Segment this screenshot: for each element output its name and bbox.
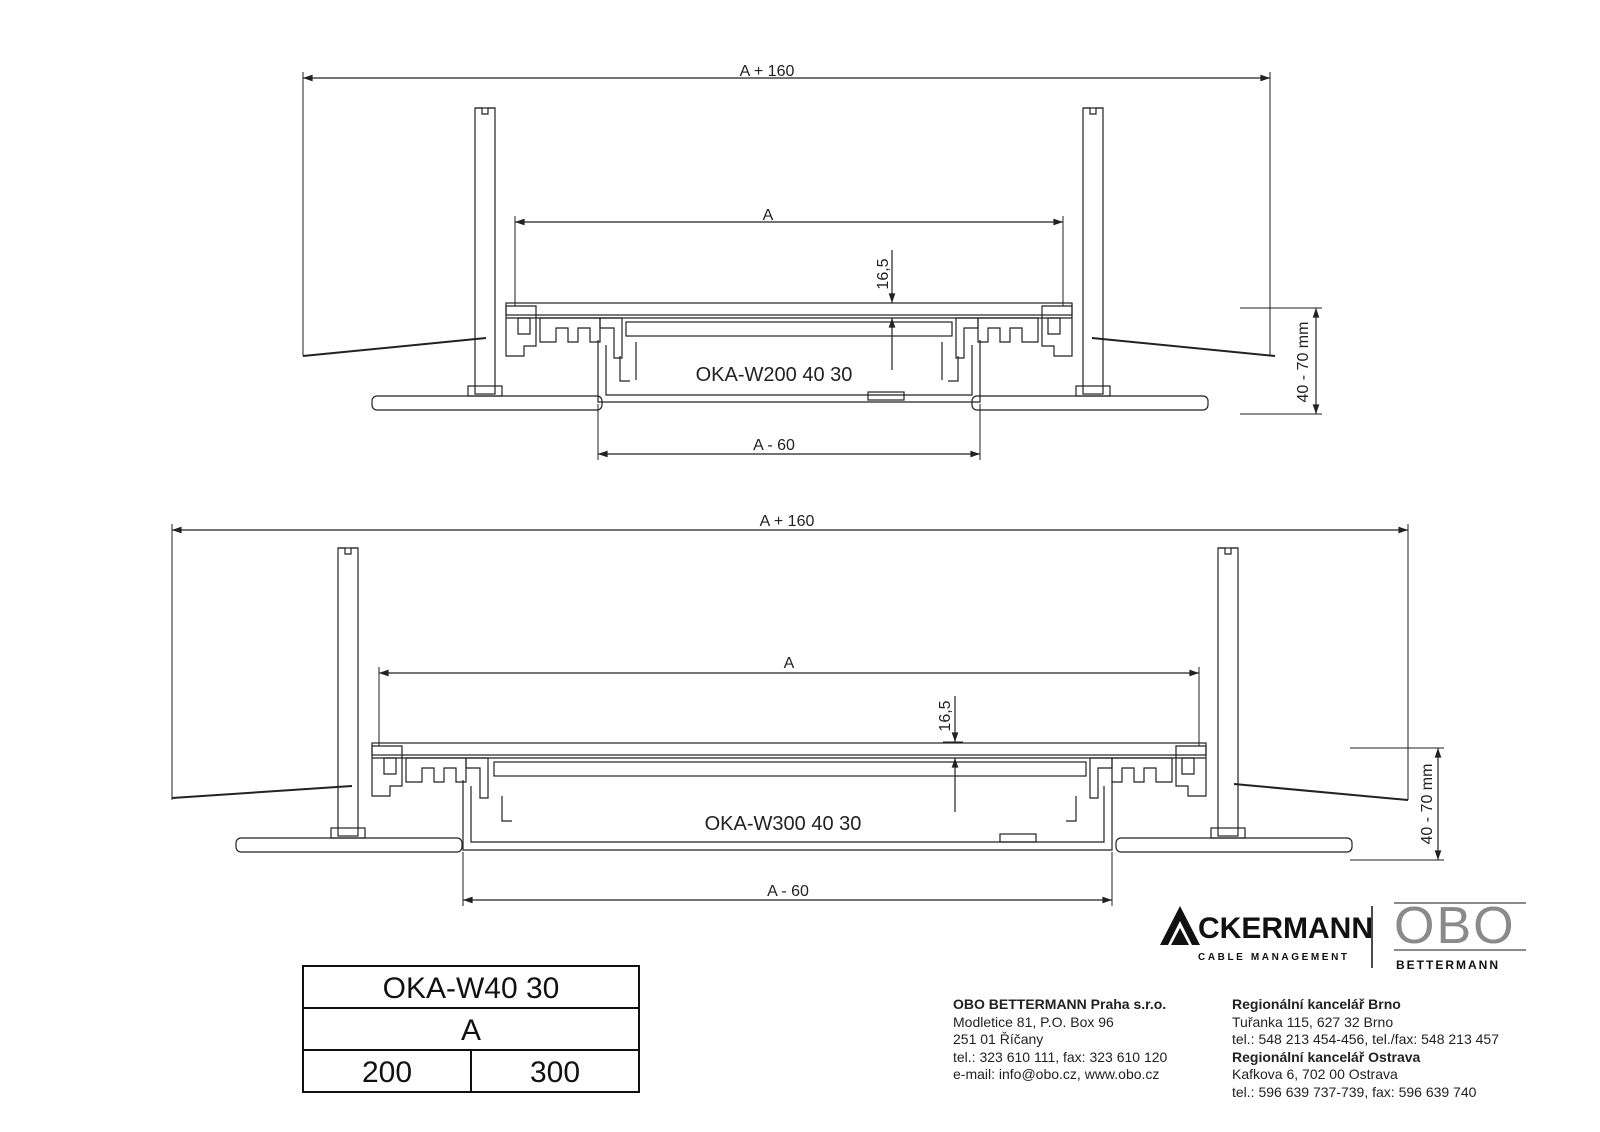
dim-bottom-bottom: A - 60	[767, 883, 809, 900]
model-label-bottom: OKA-W300 40 30	[704, 813, 862, 835]
dim-inner-top: A	[762, 207, 774, 224]
dim-bottom-top: A - 60	[753, 437, 795, 454]
ackermann-logo-text: CKERMANN	[1198, 912, 1373, 945]
office-ostrava-title: Regionální kancelář Ostrava	[1232, 1048, 1421, 1065]
table-value-300: 300	[529, 1056, 581, 1089]
phone-line: tel.: 323 610 111, fax: 323 610 120	[953, 1048, 1168, 1065]
dim-depth-top: 16,5	[875, 258, 892, 290]
dim-height-top: 40 - 70 mm	[1295, 321, 1312, 403]
phone-line: tel.: 596 639 737-739, fax: 596 639 740	[1232, 1083, 1477, 1100]
dim-overall-top: A + 160	[739, 63, 795, 80]
model-label-top: OKA-W200 40 30	[695, 364, 853, 386]
obo-logo-text: OBO	[1394, 897, 1516, 955]
address-block-right	[1232, 996, 1499, 1101]
office-brno-title: Regionální kancelář Brno	[1232, 996, 1401, 1012]
dim-height-bottom: 40 - 70 mm	[1419, 763, 1436, 845]
dim-inner-bottom: A	[783, 655, 795, 672]
table-column-header: A	[460, 1014, 482, 1047]
ackermann-logo-subtitle: CABLE MANAGEMENT	[1198, 952, 1350, 963]
bottom-section-drawing	[172, 524, 1444, 906]
table-value-200: 200	[361, 1056, 413, 1089]
address-line: Modletice 81, P.O. Box 96	[953, 1013, 1114, 1030]
address-line: Tuřanka 115, 627 32 Brno	[1232, 1013, 1394, 1030]
top-section-drawing	[303, 72, 1322, 460]
table-title: OKA-W40 30	[382, 972, 560, 1005]
ackermann-logo-mark	[1160, 906, 1200, 945]
obo-logo-subtitle: BETTERMANN	[1396, 958, 1500, 972]
phone-line: tel.: 548 213 454-456, tel./fax: 548 213 457	[1232, 1031, 1499, 1047]
address-line: Kafkova 6, 702 00 Ostrava	[1232, 1066, 1398, 1082]
company-name: OBO BETTERMANN Praha s.r.o.	[953, 996, 1167, 1012]
email-line: e-mail: info@obo.cz, www.obo.cz	[953, 1066, 1160, 1082]
address-block-left	[953, 996, 1167, 1084]
address-line: 251 01 Říčany	[953, 1031, 1044, 1047]
dim-overall-bottom: A + 160	[759, 513, 815, 530]
dim-depth-bottom: 16,5	[937, 700, 954, 732]
